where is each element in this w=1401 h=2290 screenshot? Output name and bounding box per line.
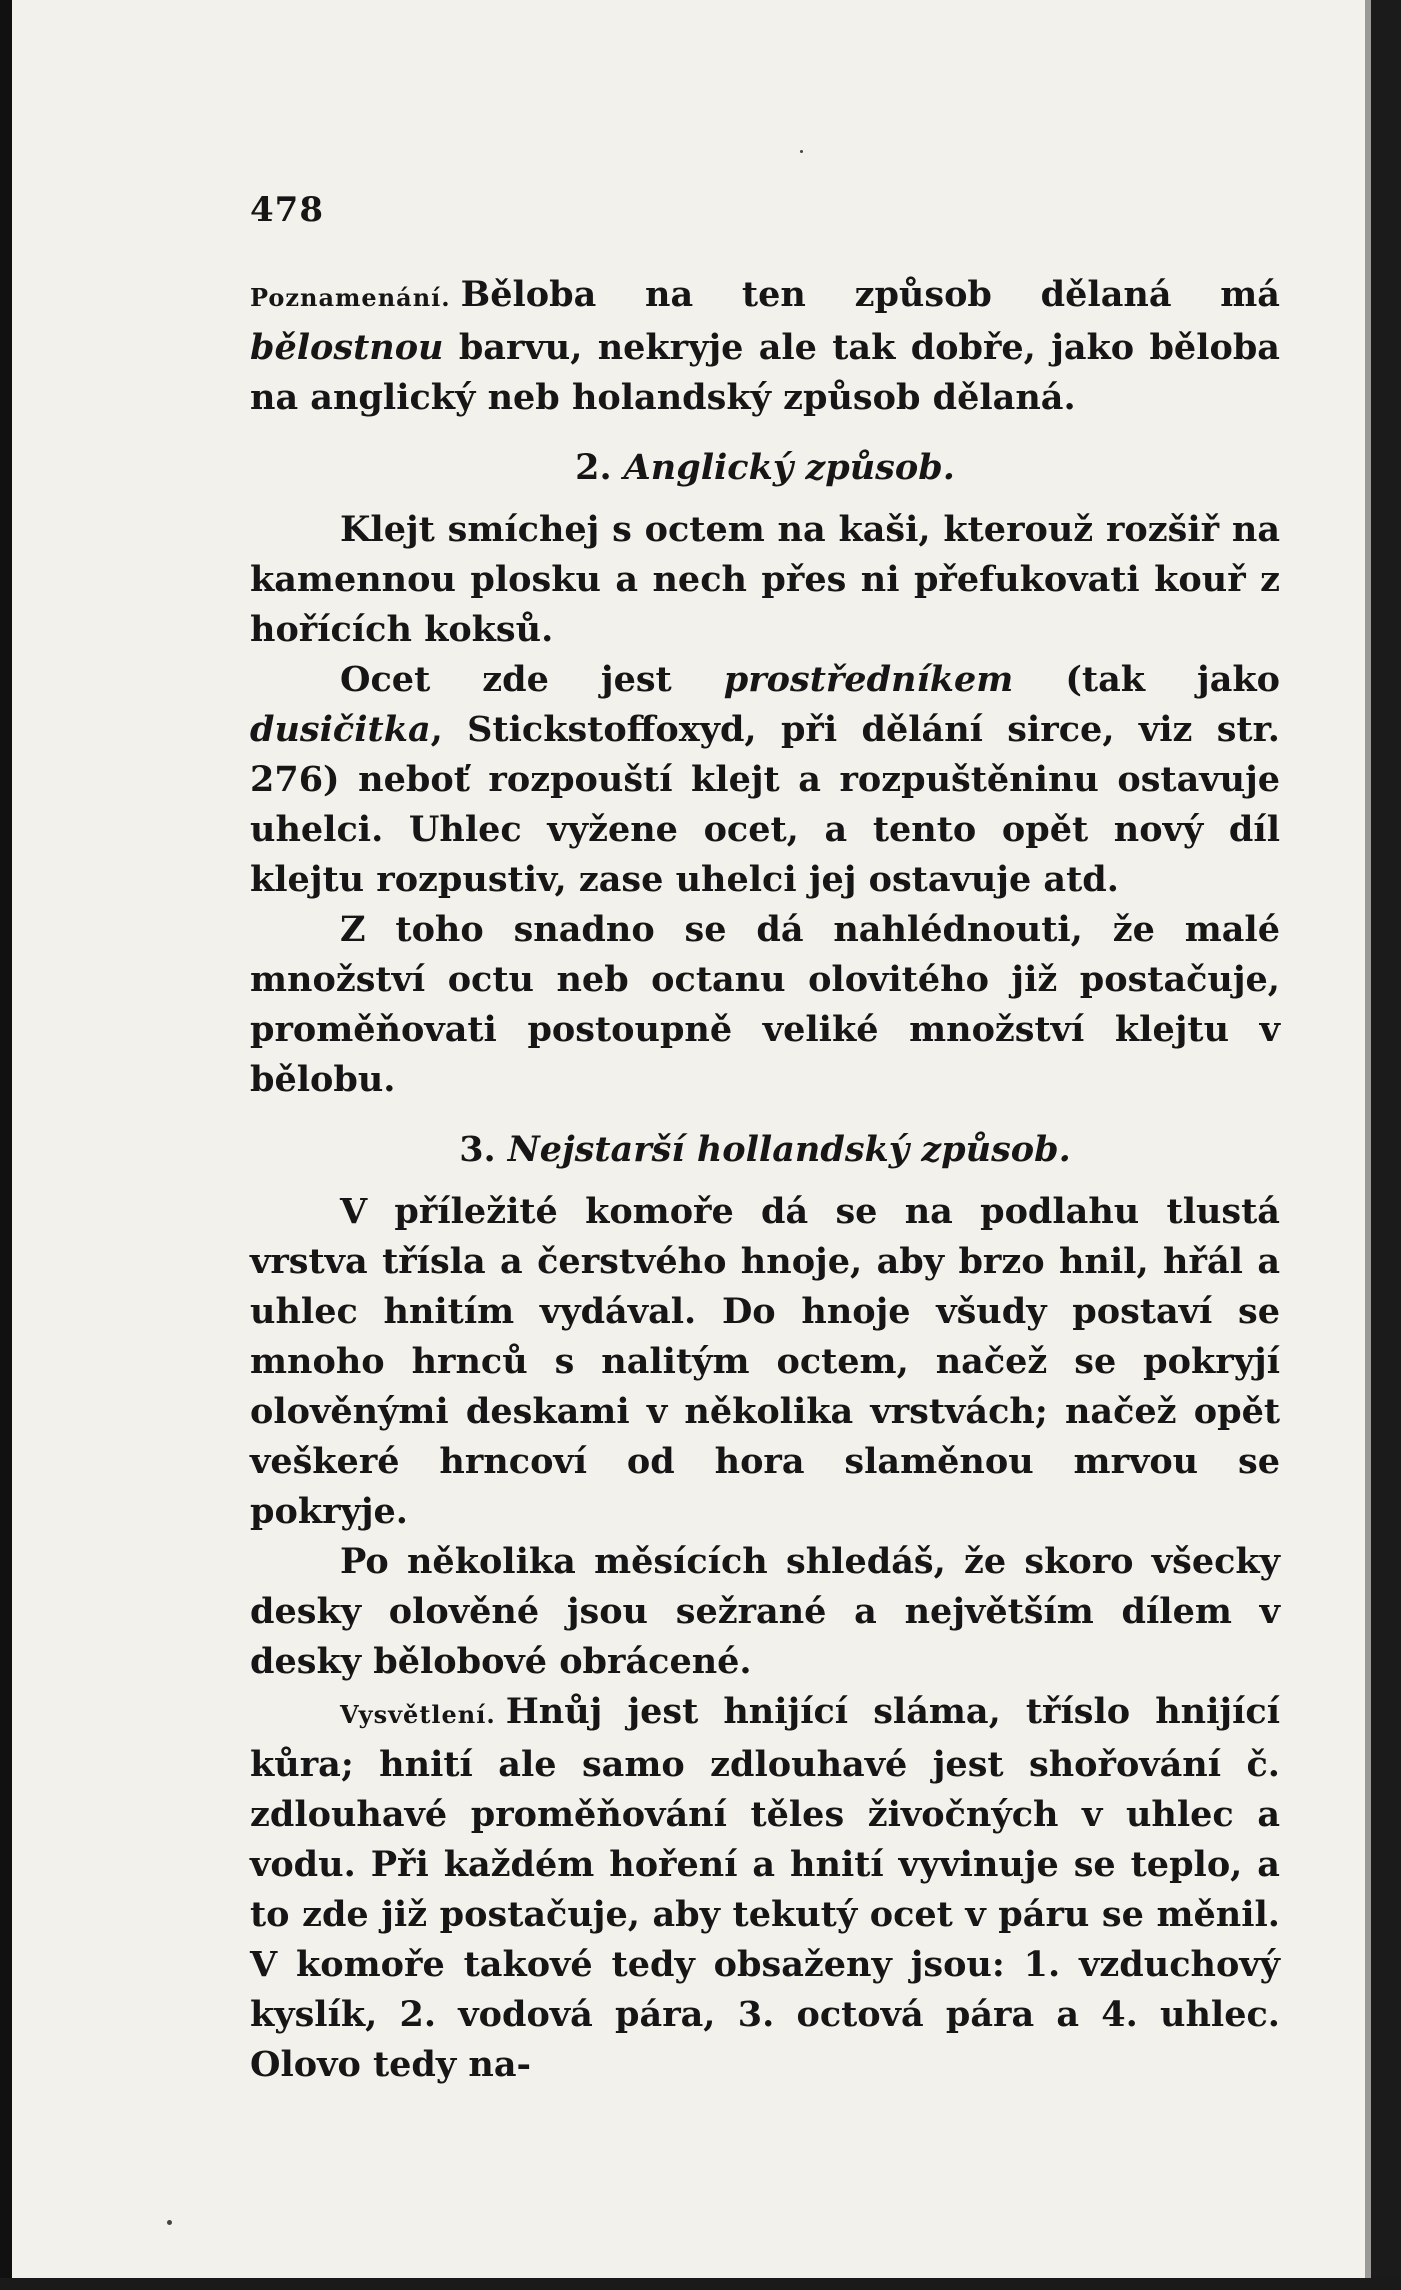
note-italic: bělostnou — [250, 327, 444, 368]
fraktur-term: Stickstoffoxyd — [467, 709, 745, 750]
scan-border-right — [1371, 0, 1401, 2290]
text-run: Ocet zde jest — [340, 659, 724, 700]
note-text: Běloba na ten způsob dělaná má — [460, 274, 1280, 315]
paragraph — [250, 655, 1280, 905]
scan-speck — [167, 2220, 172, 2225]
italic-term: prostředníkem — [723, 659, 1014, 700]
note-label: Vysvětlení. — [340, 1700, 496, 1729]
text-run: , — [430, 709, 468, 750]
paragraph: Z toho snadno se dá nahlédnouti, že malé množství octu neb octanu olovitého již postačuje, proměňovati postoupně veliké množství klejtu v bělobu. — [250, 909, 1280, 1100]
text-run: (tak jako — [1013, 659, 1280, 700]
scan-speck — [800, 150, 803, 153]
italic-term: dusičitka — [250, 709, 431, 750]
section-title: Nejstarší hollandský způsob. — [507, 1129, 1071, 1170]
scan-border-bottom — [0, 2278, 1401, 2290]
scan-border-left — [0, 0, 12, 2290]
note-text: Hnůj jest hnijící sláma, tříslo hnijící kůra; hnití ale samo zdlouhavé jest shořování č. zdlouhavé proměňování těles živočných v uhlec a vodu. Při každém hoření a hnití vyvinuje se teplo, a to zde již postačuje, aby tekutý ocet v páru se měnil. V komoře takové tedy obsaženy jsou: 1. vzduchový kyslík, 2. vodová pára, 3. octová pára a 4. uhlec. Olovo tedy na- — [250, 1691, 1280, 2085]
section-number: 2. — [575, 447, 612, 488]
page-body — [250, 270, 1280, 2090]
paragraph: Klejt smíchej s octem na kaši, kterouž rozšiř na kamennou plosku a nech přes ni přefukovati kouř z hořících koksů. — [250, 509, 1280, 650]
note-paragraph — [250, 1687, 1280, 2090]
section-title: Anglický způsob. — [623, 447, 955, 488]
page-number: 478 — [250, 190, 324, 230]
paragraph: Po několika měsících shledáš, že skoro všecky desky olověné jsou sežrané a největším dílem v desky bělobové obrácené. — [250, 1541, 1280, 1682]
section-heading-2 — [250, 443, 1280, 493]
paragraph: V příležité komoře dá se na podlahu tlustá vrstva třísla a čerstvého hnoje, aby brzo hnil, hřál a uhlec hnitím vydával. Do hnoje všudy postaví se mnoho hrnců s nalitým octem, načež se pokryjí olověnými deskami v několika vrstvách; načež opět veškeré hrncoví od hora slaměnou mrvou se pokryje. — [250, 1191, 1280, 1532]
section-heading-3 — [250, 1125, 1280, 1175]
text-run: , při dělání sirce, viz str. 276) neboť rozpouští klejt a rozpuštěninu ostavuje uhelci. Uhlec vyžene ocet, a tento opět nový díl klejtu rozpustiv, zase uhelci jej ostavuje atd. — [250, 709, 1280, 900]
section-number: 3. — [459, 1129, 496, 1170]
note-text: barvu, nekryje ale tak dobře, jako běloba na anglický neb holandský způsob dělaná. — [250, 327, 1280, 418]
note-paragraph — [250, 270, 1280, 423]
note-label: Poznamenání. — [250, 283, 451, 312]
